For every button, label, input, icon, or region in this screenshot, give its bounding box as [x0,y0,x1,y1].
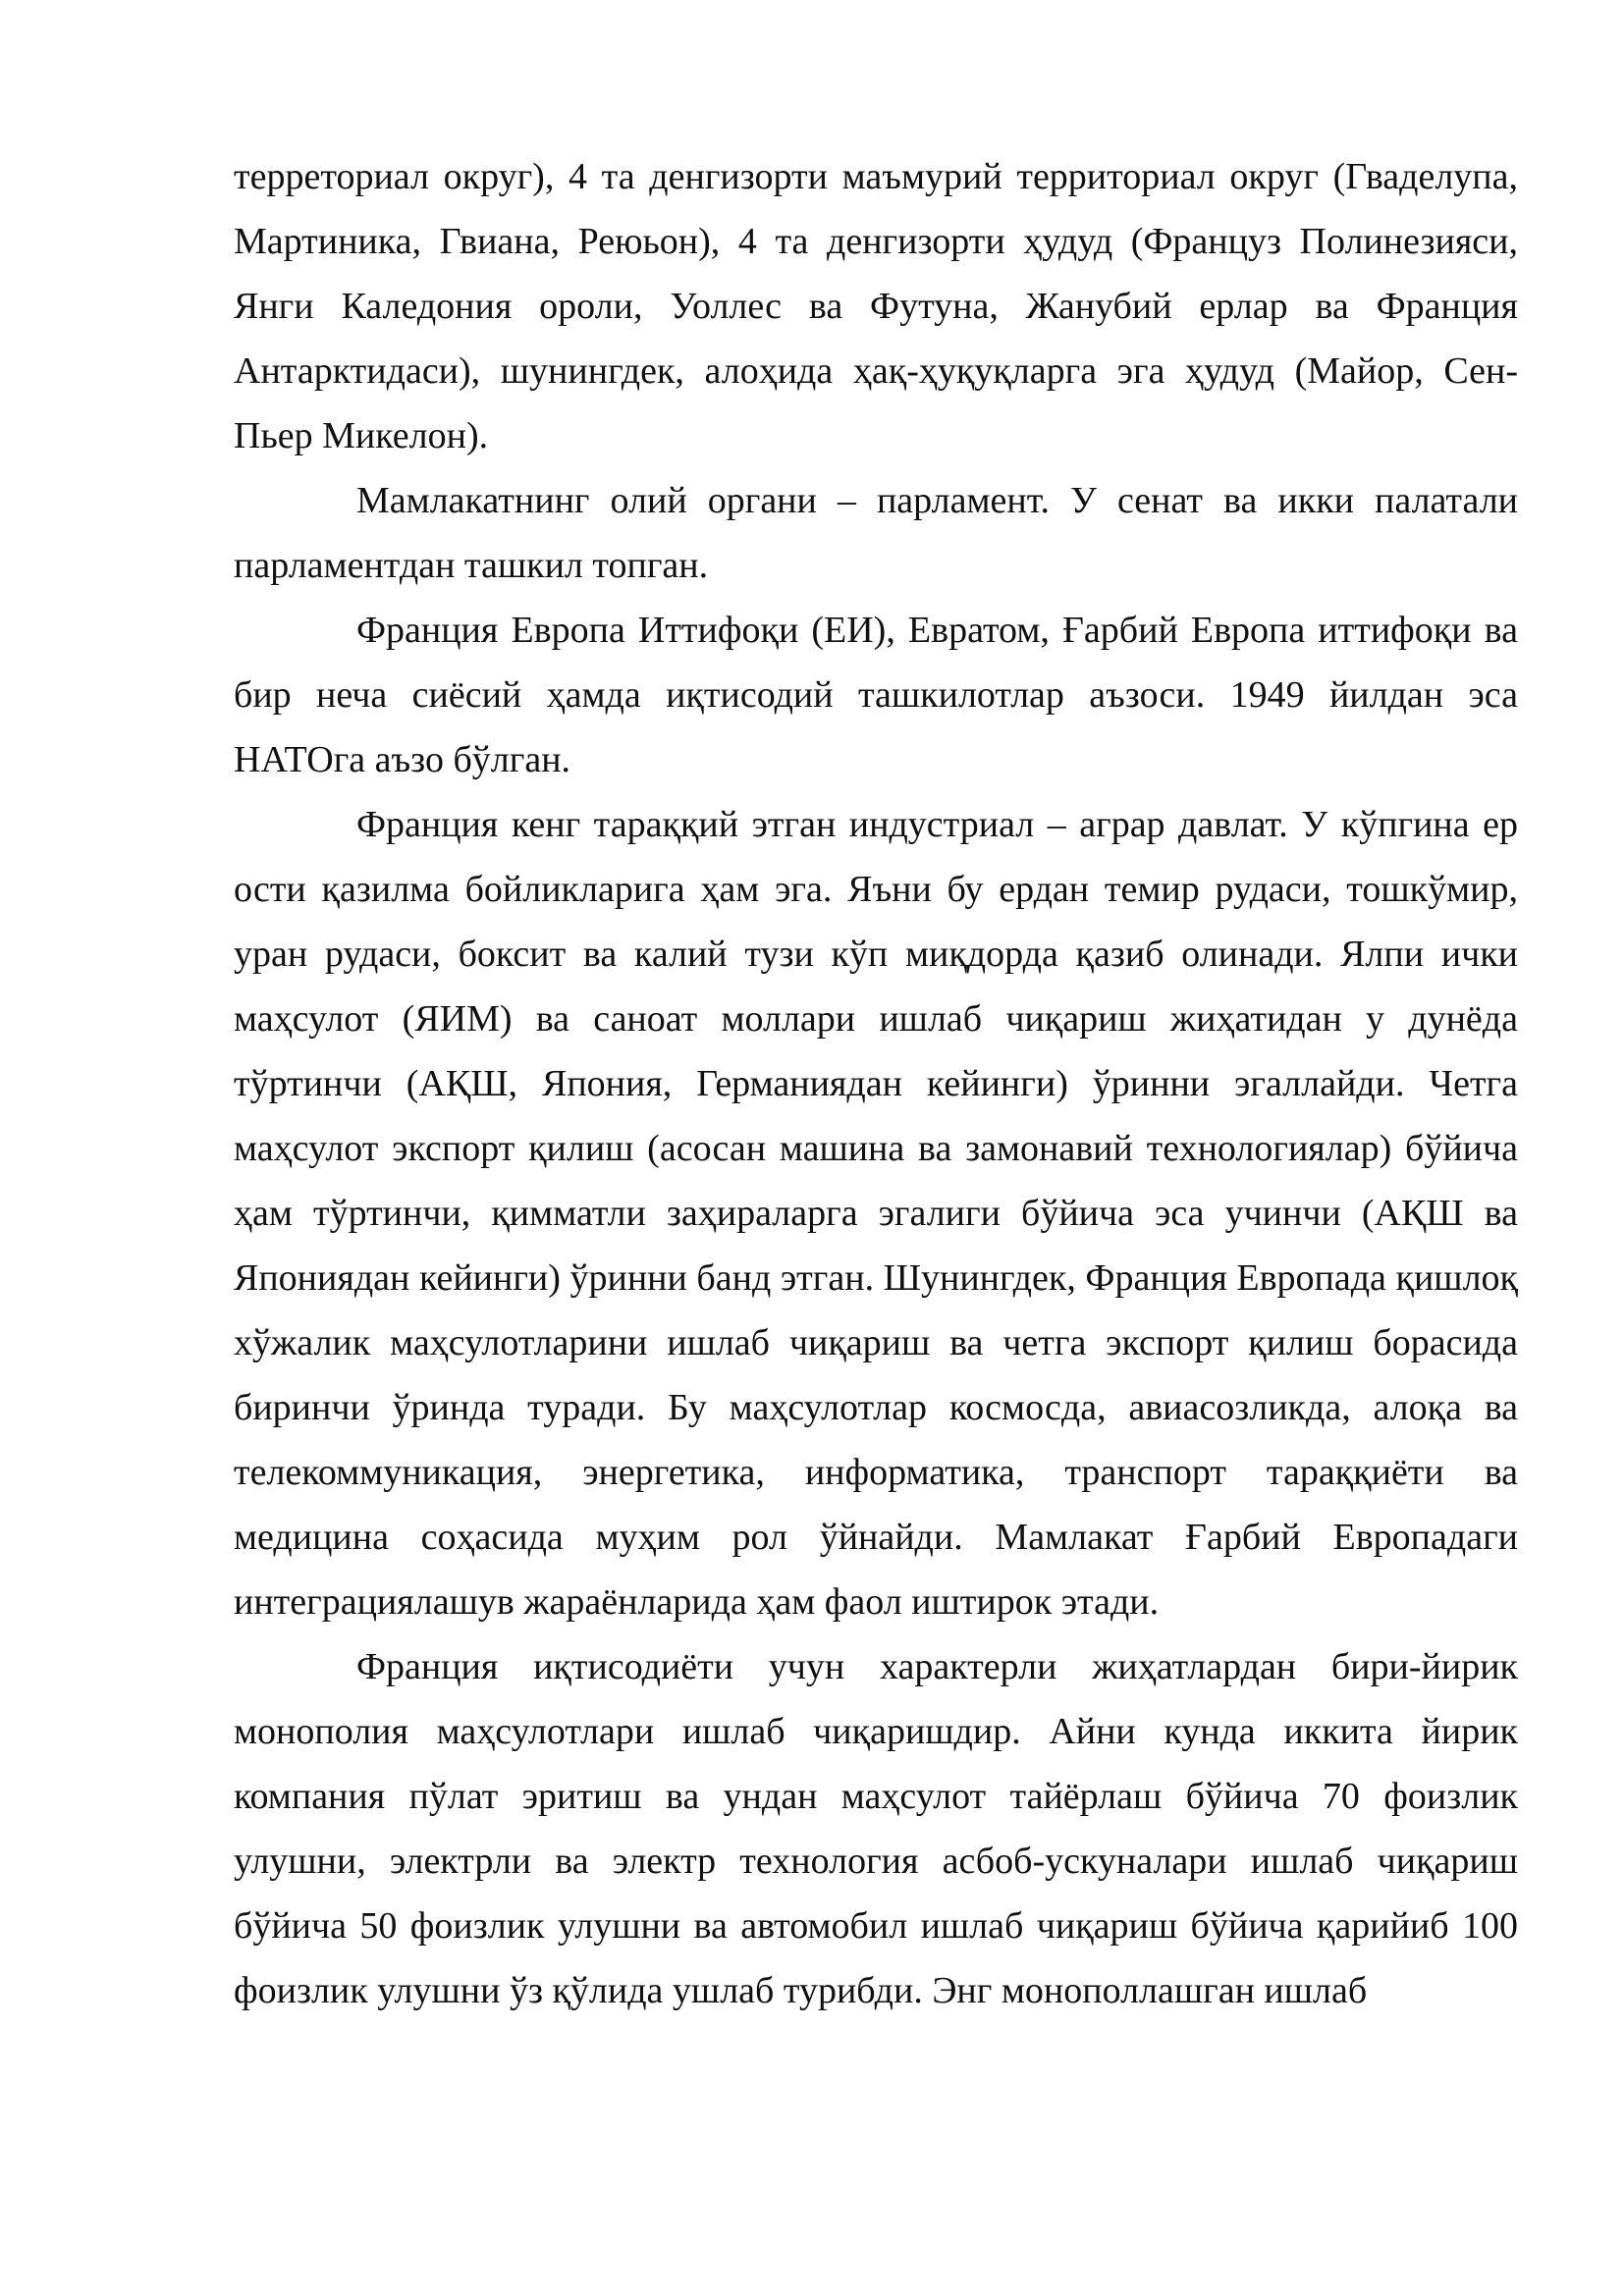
paragraph-parliament: Мамлакатнинг олий органи – парламент. У сенат ва икки палатали парламентдан ташкил топган. [234,480,1518,586]
paragraph-economy: Франция кенг тараққий этган индустриал – аграр давлат. У кўпгина ер ости қазилма бойликларига ҳам эга. Яъни бу ердан темир рудаси, тошкўмир, уран рудаси, боксит ва калий тузи кўп миқдорда қазиб олинади. Ялпи ички маҳсулот (ЯИМ) ва саноат моллари ишлаб чиқариш жиҳатидан у дунёда тўртинчи (АҚШ, Япония, Германиядан кейинги) ўринни эгаллайди. Четга маҳсулот экспорт қилиш (асосан машина ва замонавий технологиялар) бўйича ҳам тўртинчи, қимматли заҳираларга эгалиги бўйича эса учинчи (АҚШ ва Япониядан кейинги) ўринни банд этган. Шунингдек, Франция Европада қишлоқ хўжалик маҳсулотларини ишлаб чиқариш ва четга экспорт қилиш борасида биринчи ўринда туради. Бу маҳсулотлар космосда, авиасозликда, алоқа ва телекоммуникация, энергетика, информатика, транспорт тараққиёти ва медицина соҳасида муҳим рол ўйнайди. Мамлакат Ғарбий Европадаги интеграциялашув жараёнларида ҳам фаол иштирок этади. [234,804,1518,1623]
paragraph-monopolies: Франция иқтисодиёти учун характерли жиҳатлардан бири-йирик монополия маҳсулотлари ишлаб чиқаришдир. Айни кунда иккита йирик компания пўлат эритиш ва ундан маҳсулот тайёрлаш бўйича 70 фоизлик улушни, электрли ва электр технология асбоб-ускуналари ишлаб чиқариш бўйича 50 фоизлик улушни ва автомобил ишлаб чиқариш бўйича қарийиб 100 фоизлик улушни ўз қўлида ушлаб турибди. Энг монополлашган ишлаб [234,1646,1518,2011]
paragraph-memberships: Франция Европа Иттифоқи (ЕИ), Евратом, Ғарбий Европа иттифоқи ва бир неча сиёсий ҳамда иқтисодий ташкилотлар аъзоси. 1949 йилдан эса НАТОга аъзо бўлган. [234,610,1518,780]
paragraph-continuation: терреториал округ), 4 та денгизорти маъмурий территориал округ (Гваделупа, Мартиника, Гвиана, Реюьон), 4 та денгизорти ҳудуд (Француз Полинезияси, Янги Каледония ороли, Уоллес ва Футуна, Жанубий ерлар ва Франция Антарктидаси), шунингдек, алоҳида ҳақ-ҳуқуқларга эга ҳудуд (Майор, Сен-Пьер Микелон). [234,156,1518,456]
document-body [234,144,1518,2023]
